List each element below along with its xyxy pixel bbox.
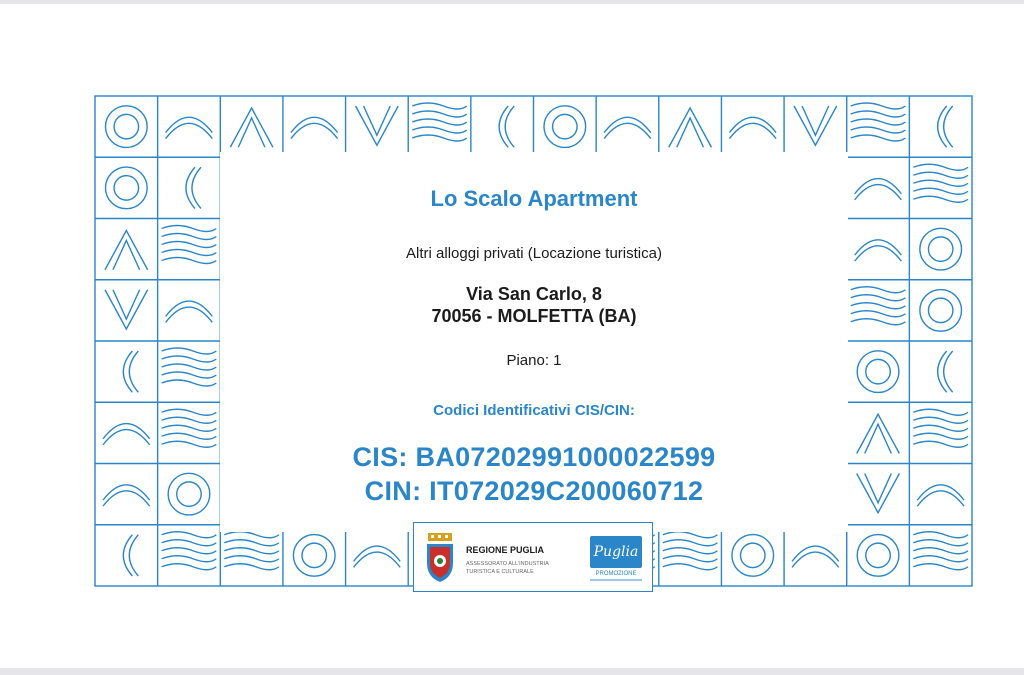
puglia-logo: Puglia [590,536,642,568]
floor-info: Piano: 1 [506,352,562,369]
address-street: Via San Carlo, 8 [466,284,602,304]
sponsor-logos [413,522,653,592]
cin-code: CIN: IT072029C200060712 [364,476,704,506]
region-department-line1: ASSESSORATO ALL'INDUSTRIA [466,561,549,567]
codes-label: Codici Identificativi CIS/CIN: [433,402,635,419]
promo-underline [590,579,642,581]
accommodation-category: Altri alloggi privati (Locazione turistica) [406,245,662,262]
apartment-title: Lo Scalo Apartment [430,186,638,211]
promo-label: PROMOZIONE [595,571,637,577]
region-department-line2: TURISTICA E CULTURALE [466,569,534,575]
info-panel [220,152,848,532]
address-city: 70056 - MOLFETTA (BA) [431,306,637,326]
region-name: REGIONE PUGLIA [466,545,545,555]
cis-code: CIS: BA07202991000022599 [352,442,716,472]
region-coat-of-arms-icon [424,533,456,583]
signage-sheet [0,4,1024,668]
